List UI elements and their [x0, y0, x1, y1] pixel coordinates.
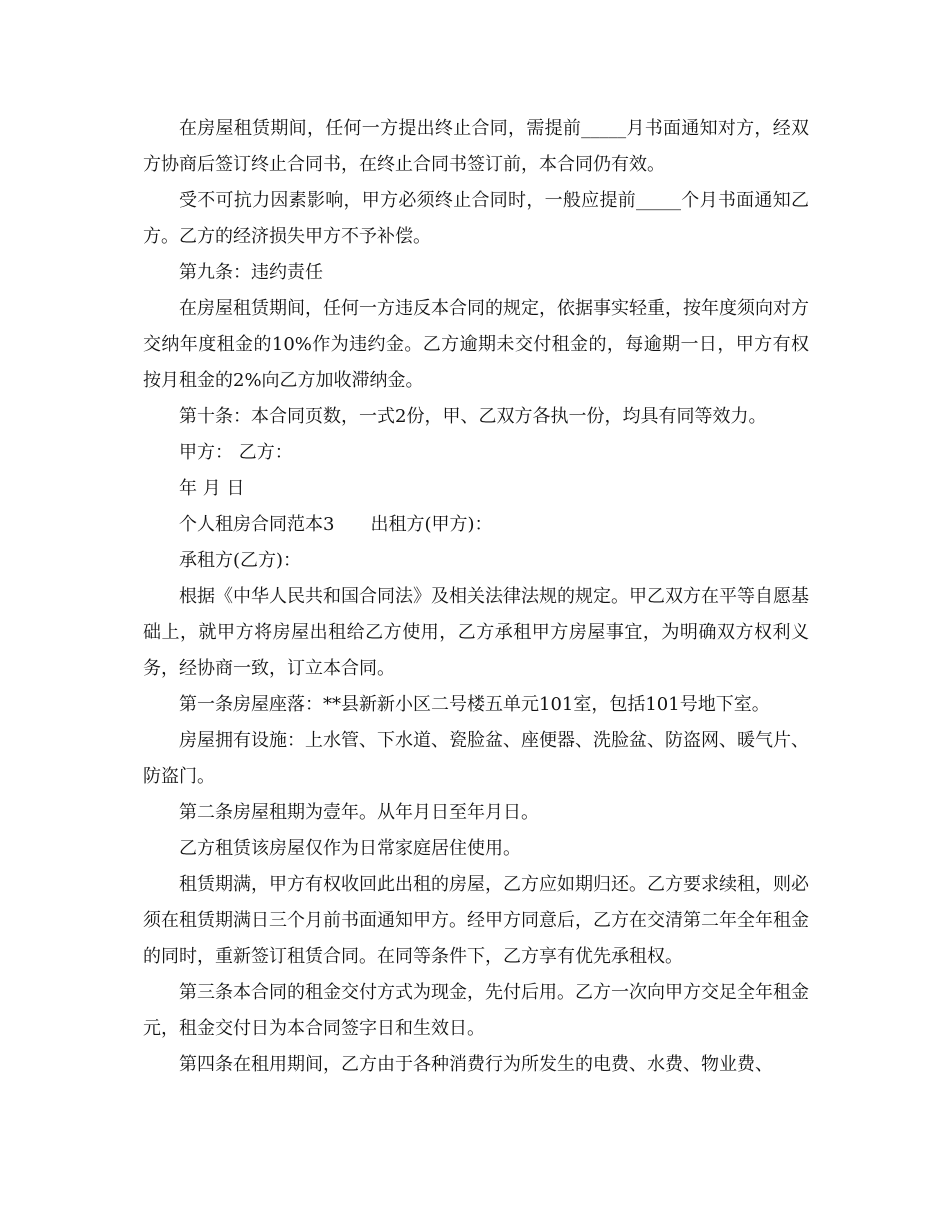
paragraph-article-10: 第十条：本合同页数，一式2份，甲、乙双方各执一份，均具有同等效力。 [179, 406, 767, 427]
paragraph-legal-basis: 根据《中华人民共和国合同法》及相关法律法规的规定。甲乙双方在平等自愿基础上，就甲方将房屋出租给乙方使用，乙方承租甲方房屋事宜，为明确双方权利义务，经协商一致，订立本合同。 [143, 586, 809, 679]
paragraph-article-2-term: 第二条房屋租期为壹年。从年月日至年月日。 [179, 802, 539, 823]
template-title: 个人租房合同范本3 [179, 514, 335, 535]
paragraph-article-4-expenses: 第四条在租用期间，乙方由于各种消费行为所发生的电费、水费、物业费、 [179, 1054, 773, 1075]
paragraph-facilities: 房屋拥有设施：上水管、下水道、瓷脸盆、座便器、洗脸盆、防盗网、暖气片、防盗门。 [143, 730, 809, 787]
paragraph-termination-notice: 在房屋租赁期间，任何一方提出终止合同，需提前_____月书面通知对方，经双方协商后签订终止合同书，在终止合同书签订前，本合同仍有效。 [143, 118, 809, 175]
paragraph-renewal: 租赁期满，甲方有权收回此出租的房屋，乙方应如期归还。乙方要求续租，则必须在租赁期满日三个月前书面通知甲方。经甲方同意后，乙方在交清第二年全年租金的同时，重新签订租赁合同。在同等条件下，乙方享有优先承租权。 [143, 874, 809, 967]
lessor-label: 出租方(甲方)： [370, 514, 493, 535]
signature-parties: 甲方： 乙方： [179, 442, 293, 463]
signature-date: 年 月 日 [179, 478, 245, 499]
paragraph-article-1-location: 第一条房屋座落：**县新新小区二号楼五单元101室，包括101号地下室。 [179, 694, 770, 715]
paragraph-force-majeure: 受不可抗力因素影响，甲方必须终止合同时，一般应提前_____个月书面通知乙方。乙方的经济损失甲方不予补偿。 [143, 190, 809, 247]
lessee-label: 承租方(乙方)： [179, 550, 302, 571]
paragraph-usage: 乙方租赁该房屋仅作为日常家庭居住使用。 [179, 838, 521, 859]
heading-article-9: 第九条：违约责任 [179, 262, 323, 283]
document-body [143, 111, 809, 1083]
template-title-line [143, 507, 809, 543]
paragraph-article-3-payment: 第三条本合同的租金交付方式为现金，先付后用。乙方一次向甲方交足全年租金元，租金交付日为本合同签字日和生效日。 [143, 982, 809, 1039]
paragraph-breach-liability: 在房屋租赁期间，任何一方违反本合同的规定，依据事实轻重，按年度须向对方交纳年度租金的10%作为违约金。乙方逾期未交付租金的，每逾期一日，甲方有权按月租金的2%向乙方加收滞纳金。 [143, 298, 809, 391]
